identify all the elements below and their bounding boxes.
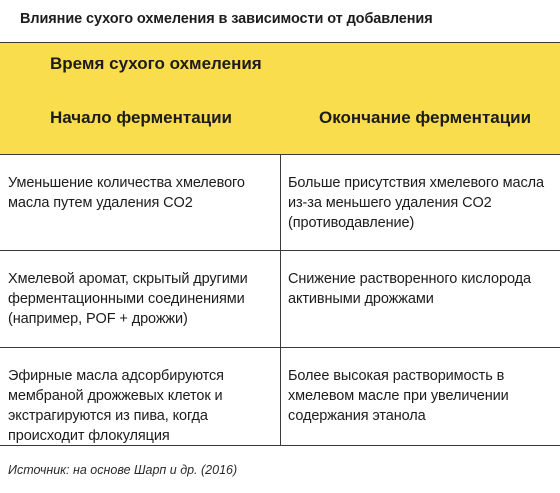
table-cell: Снижение растворенного кислорода активными дрожжами bbox=[288, 271, 531, 307]
table-cell: Хмелевой аромат, скрытый другими ферментационными соединениями (например, POF + дрожжи) bbox=[8, 271, 248, 327]
column-divider bbox=[280, 154, 281, 445]
page-title: Влияние сухого охмеления в зависимости от добавления bbox=[20, 11, 433, 27]
header-top-rule bbox=[0, 42, 560, 43]
table-cell: Более высокая растворимость в хмелевом масле при увеличении содержания этанола bbox=[288, 368, 509, 424]
table-cell: Эфирные масла адсорбируются мембраной дрожжевых клеток и экстрагируются из пива, когда происходит флокуляция bbox=[8, 368, 224, 444]
table-cell: Уменьшение количества хмелевого масла путем удаления CO2 bbox=[8, 175, 245, 211]
table-cell: Больше присутствия хмелевого масла из-за меньшего удаления CO2 (противодавление) bbox=[288, 175, 544, 231]
table-header bbox=[0, 42, 560, 154]
column-header-end: Окончание ферментации bbox=[319, 108, 532, 127]
source-note: Источник: на основе Шарп и др. (2016) bbox=[8, 463, 238, 477]
group-header: Время сухого охмеления bbox=[50, 54, 262, 73]
column-header-start: Начало ферментации bbox=[50, 108, 233, 127]
